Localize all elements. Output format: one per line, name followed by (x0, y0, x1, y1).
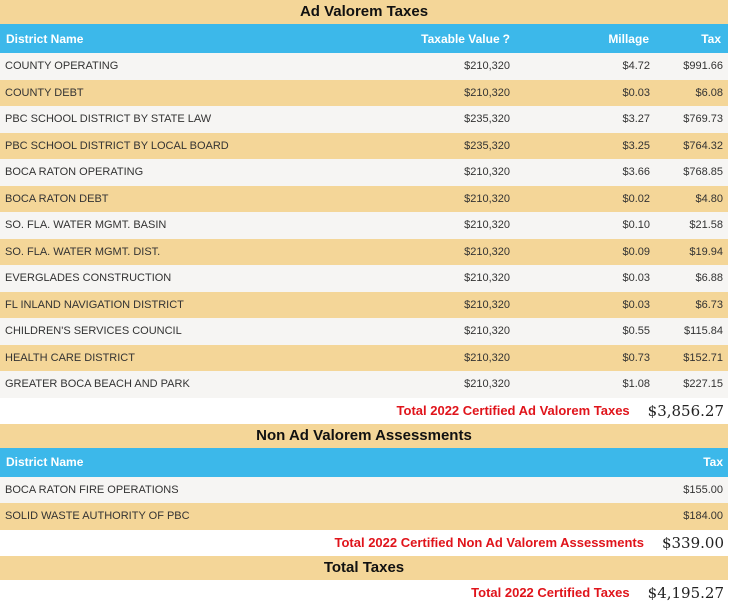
total-taxes-title: Total Taxes (0, 556, 728, 580)
non-ad-valorem-total-row (0, 530, 728, 556)
total-taxes-value: $4,195.27 (647, 583, 724, 602)
non-ad-valorem-total-label: Total 2022 Certified Non Ad Valorem Assessments (334, 535, 644, 550)
district-name-cell: PBC SCHOOL DISTRICT BY STATE LAW (5, 113, 212, 126)
tax-cell: $6.08 (695, 86, 723, 99)
ad-valorem-header-row (0, 24, 728, 53)
ad-valorem-total-value: $3,856.27 (647, 401, 724, 420)
taxable-value-cell: $235,320 (464, 139, 510, 152)
district-name-cell: BOCA RATON DEBT (5, 192, 109, 205)
millage-cell: $3.27 (622, 113, 650, 126)
millage-cell: $1.08 (622, 378, 650, 391)
table-row (0, 133, 728, 160)
non-ad-valorem-total-value: $339.00 (661, 533, 724, 552)
non-ad-valorem-header-row (0, 448, 728, 477)
header-tax: Tax (701, 31, 721, 46)
district-name-cell: BOCA RATON FIRE OPERATIONS (5, 483, 179, 496)
header-district-name: District Name (6, 455, 84, 469)
ad-valorem-rows (0, 53, 730, 398)
district-name-cell: SOLID WASTE AUTHORITY OF PBC (5, 510, 190, 523)
table-row (0, 345, 728, 372)
table-row (0, 239, 728, 266)
table-row (0, 106, 728, 133)
taxable-value-cell: $210,320 (464, 219, 510, 232)
table-row (0, 371, 728, 398)
header-taxable-value-label: Taxable Value (421, 31, 500, 46)
non-ad-valorem-title: Non Ad Valorem Assessments (0, 424, 728, 448)
district-name-cell: FL INLAND NAVIGATION DISTRICT (5, 298, 184, 311)
tax-cell: $991.66 (683, 60, 723, 73)
tax-cell: $155.00 (683, 483, 723, 496)
millage-cell: $0.03 (622, 272, 650, 285)
tax-cell: $6.73 (695, 298, 723, 311)
header-millage: Millage (608, 31, 649, 46)
tax-cell: $764.32 (683, 139, 723, 152)
total-taxes-label: Total 2022 Certified Taxes (471, 585, 630, 600)
ad-valorem-title: Ad Valorem Taxes (0, 0, 728, 24)
total-taxes-row (0, 580, 728, 605)
non-ad-valorem-section (0, 424, 730, 556)
ad-valorem-total-row (0, 398, 728, 424)
tax-cell: $21.58 (689, 219, 723, 232)
millage-cell: $0.02 (622, 192, 650, 205)
table-row (0, 477, 728, 504)
district-name-cell: SO. FLA. WATER MGMT. DIST. (5, 245, 161, 258)
taxable-value-cell: $210,320 (464, 60, 510, 73)
taxable-value-cell: $210,320 (464, 192, 510, 205)
table-row (0, 80, 728, 107)
district-name-cell: GREATER BOCA BEACH AND PARK (5, 378, 190, 391)
taxable-value-cell: $210,320 (464, 86, 510, 99)
tax-cell: $19.94 (689, 245, 723, 258)
header-district-name: District Name (6, 31, 84, 46)
millage-cell: $0.73 (622, 351, 650, 364)
ad-valorem-total-label: Total 2022 Certified Ad Valorem Taxes (396, 403, 630, 418)
table-row (0, 53, 728, 80)
tax-cell: $769.73 (683, 113, 723, 126)
taxable-value-cell: $210,320 (464, 272, 510, 285)
millage-cell: $0.09 (622, 245, 650, 258)
taxable-value-cell: $210,320 (464, 166, 510, 179)
district-name-cell: CHILDREN'S SERVICES COUNCIL (5, 325, 182, 338)
tax-cell: $227.15 (683, 378, 723, 391)
tax-cell: $768.85 (683, 166, 723, 179)
table-row (0, 159, 728, 186)
district-name-cell: BOCA RATON OPERATING (5, 166, 144, 179)
table-row (0, 292, 728, 319)
tax-cell: $6.88 (695, 272, 723, 285)
table-row (0, 265, 728, 292)
millage-cell: $0.10 (622, 219, 650, 232)
district-name-cell: COUNTY OPERATING (5, 60, 119, 73)
tax-cell: $4.80 (695, 192, 723, 205)
taxable-value-cell: $210,320 (464, 298, 510, 311)
table-row (0, 212, 728, 239)
taxable-value-cell: $235,320 (464, 113, 510, 126)
taxable-value-cell: $210,320 (464, 351, 510, 364)
help-question-icon[interactable]: ? (502, 31, 510, 46)
district-name-cell: PBC SCHOOL DISTRICT BY LOCAL BOARD (5, 139, 229, 152)
millage-cell: $4.72 (622, 60, 650, 73)
taxable-value-cell: $210,320 (464, 245, 510, 258)
millage-cell: $0.03 (622, 86, 650, 99)
header-taxable-value (330, 32, 510, 46)
millage-cell: $0.55 (622, 325, 650, 338)
millage-cell: $3.25 (622, 139, 650, 152)
non-ad-valorem-rows (0, 477, 730, 530)
table-row (0, 186, 728, 213)
tax-cell: $115.84 (684, 325, 723, 338)
table-row (0, 318, 728, 345)
header-tax: Tax (703, 455, 723, 469)
taxable-value-cell: $210,320 (464, 378, 510, 391)
taxable-value-cell: $210,320 (464, 325, 510, 338)
millage-cell: $3.66 (622, 166, 650, 179)
millage-cell: $0.03 (622, 298, 650, 311)
total-taxes-section (0, 556, 730, 605)
district-name-cell: HEALTH CARE DISTRICT (5, 351, 135, 364)
district-name-cell: EVERGLADES CONSTRUCTION (5, 272, 172, 285)
tax-cell: $152.71 (683, 351, 723, 364)
table-row (0, 503, 728, 530)
tax-cell: $184.00 (683, 510, 723, 523)
district-name-cell: SO. FLA. WATER MGMT. BASIN (5, 219, 167, 232)
district-name-cell: COUNTY DEBT (5, 86, 84, 99)
